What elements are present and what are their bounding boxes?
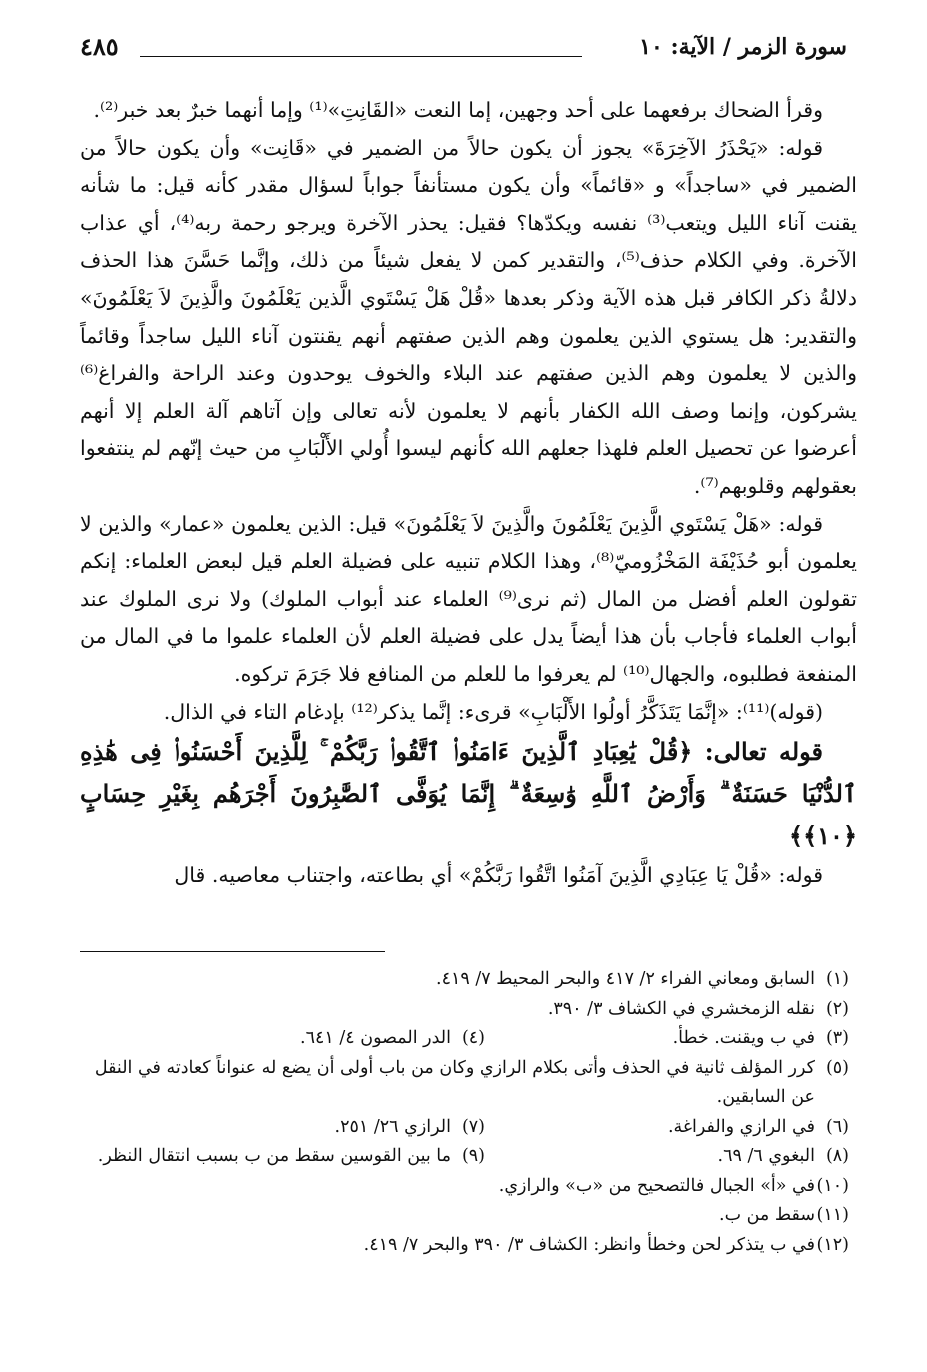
page-number: ٤٨٥: [80, 32, 119, 61]
footnote: (١٠) في «أ» الجبال فالتصحيح من «ب» والرازي.: [498, 1175, 849, 1196]
main-text: [80, 92, 857, 895]
quran-verse: قوله تعالى: ﴿قُلْ يَٰعِبَادِ ٱلَّذِينَ ءَامَنُوا۟ ٱتَّقُوا۟ رَبَّكُمْ ۚ لِلَّذِينَ أَحْسَنُوا۟ فِى هَٰذِهِ ٱلدُّنْيَا حَسَنَةٌ ۗ وَأَرْضُ ٱللَّهِ وَٰسِعَةٌ ۗ إِنَّمَا يُوَفَّى ٱلصَّٰبِرُونَ أَجْرَهُم بِغَيْرِ حِسَابٍ ﴿١٠﴾﴾: [80, 737, 857, 851]
running-header: [80, 28, 847, 68]
paragraph: قوله: «قُلْ يَا عِبَادِي الَّذِينَ آمَنُوا اتَّقُوا رَبَّكُمْ» أي بطاعته، واجتناب معاصيه. قال: [174, 863, 823, 888]
footnotes: [80, 965, 849, 1260]
footnote-row: [80, 1024, 849, 1054]
paragraph: قوله: «يَحْذَرُ الآخِرَةَ» يجوز أن يكون حالاً من الضمير في «قَانِت» وأن يكون حالاً من الضمير في «ساجداً» و «قائماً» وأن يكون مستأنفاً جواباً لسؤال مقدر كأنه قيل: ما شأنه يقنت آناء الليل ويتعب⁽³⁾ نفسه ويكدّها؟ فقيل: يحذر الآخرة ويرجو رحمة ربه⁽⁴⁾، أي عذاب الآخرة. وفي الكلام حذف⁽⁵⁾، والتقدير كمن لا يفعل شيئاً من ذلك، وإنَّما حَسَّنَ هذا الحذف دلالةُ ذكر الكافر قبل هذه الآية وذكر بعدها «قُلْ هَلْ يَسْتَوي الَّذين يَعْلَمُونَ والَّذِينَ لاَ يَعْلَمُونَ» والتقدير: هل يستوي الذين يعلمون وهم الذين صفتهم أنهم يقنتون آناء الليل ساجداً وقائماً والذين لا يعلمون وهم الذين صفتهم عند البلاء والخوف يوحدون وعند الراحة والفراغ⁽⁶⁾ يشركون، وإنما وصف الله الكفار بأنهم لا يعلمون لأنه تعالى وإن آتاهم آلة العلم إلا أنهم أعرضوا عن تحصيل العلم فلهذا جعلهم الله كأنهم ليسوا أُولي الأَلْبَابِ من حيث إنّهم لم ينتفعوا بعقولهم وقلوبهم⁽⁷⁾.: [80, 135, 857, 498]
footnote-row: [80, 1113, 849, 1143]
footnote-row: [80, 1142, 849, 1172]
footnote: (٥) كرر المؤلف ثانية في الحذف وأتى بكلام الرازي وكان من باب أولى أن يضع له عنواناً كعادته في النقل عن السابقين.: [94, 1057, 849, 1107]
footnote: (١١) سقط من ب.: [719, 1205, 849, 1225]
footnote: (٤) الدر المصون ٤/ ٦٤١.: [300, 1028, 485, 1048]
footnote: (١٢) في ب يتذكر لحن وخطأ وانظر: الكشاف ٣/ ٣٩٠ والبحر ٧/ ٤١٩.: [363, 1234, 849, 1255]
footnote: (٩) ما بين القوسين سقط من ب بسبب انتقال النظر.: [97, 1146, 485, 1166]
paragraph: وقرأ الضحاك برفعهما على أحد وجهين، إما النعت «القَانِتِ»⁽¹⁾ وإما أنهما خبرٌ بعد خبر⁽²⁾.: [93, 98, 823, 122]
footnote: (٧) الرازي ٢٦/ ٢٥١.: [334, 1116, 485, 1137]
footnote-separator: [80, 951, 385, 952]
footnote: (٦) في الرازي والفراغة.: [667, 1116, 849, 1137]
footnote: (١) السابق ومعاني الفراء ٢/ ٤١٧ والبحر المحيط ٧/ ٤١٩.: [436, 969, 849, 989]
footnote: (٨) البغوي ٦/ ٦٩.: [717, 1146, 849, 1166]
running-title: سورة الزمر / الآية: ١٠: [639, 34, 847, 60]
paragraph: قوله: «هَلْ يَسْتَوي الَّذِينَ يَعْلَمُونَ والَّذِينَ لاَ يَعْلَمُونَ» قيل: الذين يعلمون «عمار» والذين لا يعلمون أبو حُذَيْفَة المَخْزُوميّ⁽⁸⁾، وهذا الكلام تنبيه على فضيلة العلم قيل لبعض العلماء: إنكم تقولون العلم أفضل من المال (ثم نرى⁽⁹⁾ العلماء عند أبواب الملوك) ولا نرى الملوك عند أبواب العلماء فأجاب بأن هذا أيضاً يدل على فضيلة العلم لأن العلماء علموا ما في المال من المنفعة فطلبوه، والجهال⁽¹⁰⁾ لم يعرفوا ما للعلم من المنافع فلا جَرَمَ تركوه.: [80, 511, 858, 686]
paragraph: (قوله)⁽¹¹⁾: «إنَّمَا يَتَذَكَّرُ أولُوا الأَلْبَابِ» قرىء: إنَّما يذكر⁽¹²⁾ بإدغام التاء في الذال.: [163, 699, 823, 724]
header-rule: [140, 56, 582, 57]
footnote: (٣) في ب ويقنت. خطأ.: [672, 1028, 849, 1048]
footnote: (٢) نقله الزمخشري في الكشاف ٣/ ٣٩٠.: [547, 998, 849, 1019]
